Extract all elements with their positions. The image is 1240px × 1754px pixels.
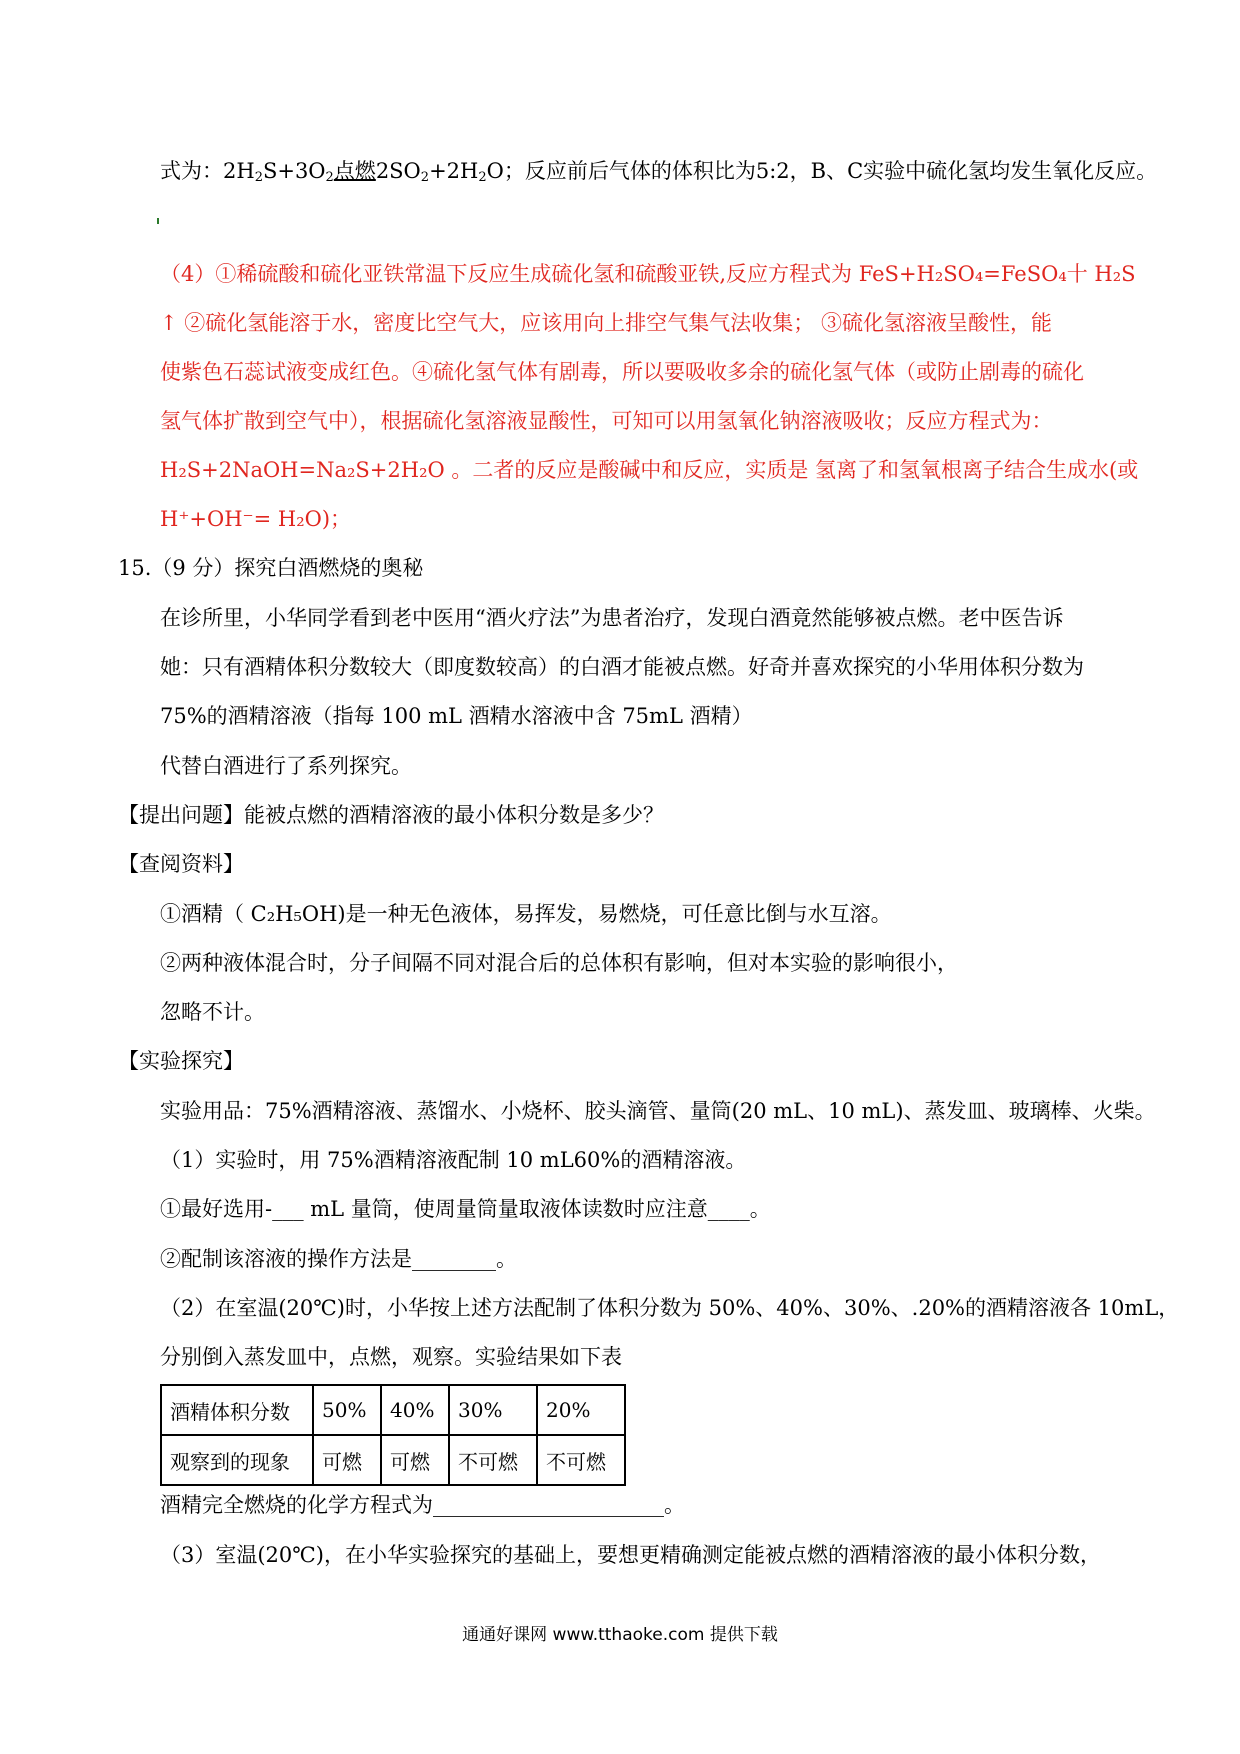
table-cell: 30% <box>449 1385 537 1435</box>
step-2-line-1: （2）在室温(20℃)时，小华按上述方法配制了体积分数为 50%、40%、30%、.20%的酒精溶液各 10mL， <box>160 1296 1180 1320</box>
eq-part: O；反应前后气体的体积比为5:2，B、C实验中硫化氢均发生氧化反应。 <box>486 159 1158 183</box>
eq-subscript: 2 <box>325 170 334 185</box>
eq-part: 2SO <box>375 159 421 183</box>
answer-4-line-5: H₂S+2NaOH=Na₂S+2H₂O 。二者的反应是酸碱中和反应，实质是 氢离了和氢氧根离子结合生成水(或 <box>160 458 1139 482</box>
eq-subscript: 2 <box>420 170 430 185</box>
step-1b-line: ②配制该溶液的操作方法是________。 <box>160 1247 517 1271</box>
answer-4-line-4: 氢气体扩散到空气中），根据硫化氢溶液显酸性，可知可以用氢氧化钠溶液吸收；反应方程式为： <box>160 409 1053 433</box>
reference-item-2-cont: 忽略不计。 <box>160 1000 265 1024</box>
table-cell: 可燃 <box>381 1435 449 1485</box>
step-2-line-2: 分别倒入蒸发皿中，点燃，观察。实验结果如下表 <box>160 1345 622 1369</box>
eq-part: +2H <box>429 159 479 183</box>
step-1a-line: ①最好选用-___ mL 量筒，使周量筒量取液体读数时应注意____。 <box>160 1197 771 1221</box>
eq-part: 式为：2H <box>160 159 255 183</box>
raise-question-label: 【提出问题】 <box>118 803 244 827</box>
eq-subscript: 2 <box>478 170 487 185</box>
q15-paragraph-line-3: 75%的酒精溶液（指每 100 mL 酒精水溶液中含 75mL 酒精） <box>160 704 753 728</box>
table-cell: 可燃 <box>313 1435 381 1485</box>
reference-item-2: ②两种液体混合时，分子间隔不同对混合后的总体积有影响，但对本实验的影响很小， <box>160 951 958 975</box>
answer-4-line-6: H⁺+OH⁻= H₂O)； <box>160 507 352 531</box>
results-table <box>160 1384 626 1486</box>
question-15-title: 15.（9 分）探究白酒燃烧的奥秘 <box>118 556 424 580</box>
raise-question-line <box>118 800 1130 830</box>
table-cell: 20% <box>537 1385 625 1435</box>
table-row <box>161 1385 625 1435</box>
eq-condition: 点燃 <box>333 159 376 183</box>
reference-label: 【查阅资料】 <box>118 852 244 876</box>
step-1-line: （1）实验时，用 75%酒精溶液配制 10 mL60%的酒精溶液。 <box>160 1148 747 1172</box>
answer-4-line-3: 使紫色石蕊试液变成红色。④硫化氢气体有剧毒，所以要吸收多余的硫化氢气体（或防止剧毒的硫化 <box>160 360 1084 384</box>
table-cell: 酒精体积分数 <box>161 1385 313 1435</box>
table-cell: 观察到的现象 <box>161 1435 313 1485</box>
table-cell: 不可燃 <box>449 1435 537 1485</box>
answer-4-line-2: ↑ ②硫化氢能溶于水，密度比空气大，应该用向上排空气集气法收集； ③硫化氢溶液呈酸性，能 <box>160 311 1052 335</box>
q15-paragraph-line-1: 在诊所里，小华同学看到老中医用“酒火疗法”为患者治疗，发现白酒竟然能够被点燃。老中医告诉 <box>160 606 1064 630</box>
table-row <box>161 1435 625 1485</box>
table-cell: 不可燃 <box>537 1435 625 1485</box>
table-cell: 50% <box>313 1385 381 1435</box>
q15-paragraph-line-4: 代替白酒进行了系列探究。 <box>160 754 412 778</box>
q15-paragraph-line-2: 她：只有酒精体积分数较大（即度数较高）的白酒才能被点燃。好奇并喜欢探究的小华用体积分数为 <box>160 655 1084 679</box>
combustion-equation-line <box>160 156 1158 193</box>
equation-question-line: 酒精完全燃烧的化学方程式为______________________。 <box>160 1493 685 1517</box>
table-cell: 40% <box>381 1385 449 1435</box>
materials-line: 实验用品：75%酒精溶液、蒸馏水、小烧杯、胶头滴管、量筒(20 mL、10 mL)、蒸发皿、玻璃棒、火柴。 <box>160 1099 1156 1123</box>
reference-item-1: ①酒精（ C₂H₅OH)是一种无色液体，易挥发，易燃烧，可任意比倒与水互溶。 <box>160 902 892 926</box>
eq-subscript: 2 <box>254 170 263 185</box>
experiment-label: 【实验探究】 <box>118 1049 244 1073</box>
eq-part: S+3O <box>262 159 326 183</box>
stray-mark <box>157 218 159 224</box>
raise-question-text: 能被点燃的酒精溶液的最小体积分数是多少？ <box>244 803 664 827</box>
answer-4-line-1: （4）①稀硫酸和硫化亚铁常温下反应生成硫化氢和硫酸亚铁,反应方程式为 FeS+H₂SO₄=FeSO₄十 H₂S <box>160 262 1136 286</box>
page-footer: 通通好课网 www.tthaoke.com 提供下载 <box>462 1625 778 1645</box>
step-3-line: （3）室温(20℃)，在小华实验探究的基础上，要想更精确测定能被点燃的酒精溶液的最小体积分数， <box>160 1543 1101 1567</box>
